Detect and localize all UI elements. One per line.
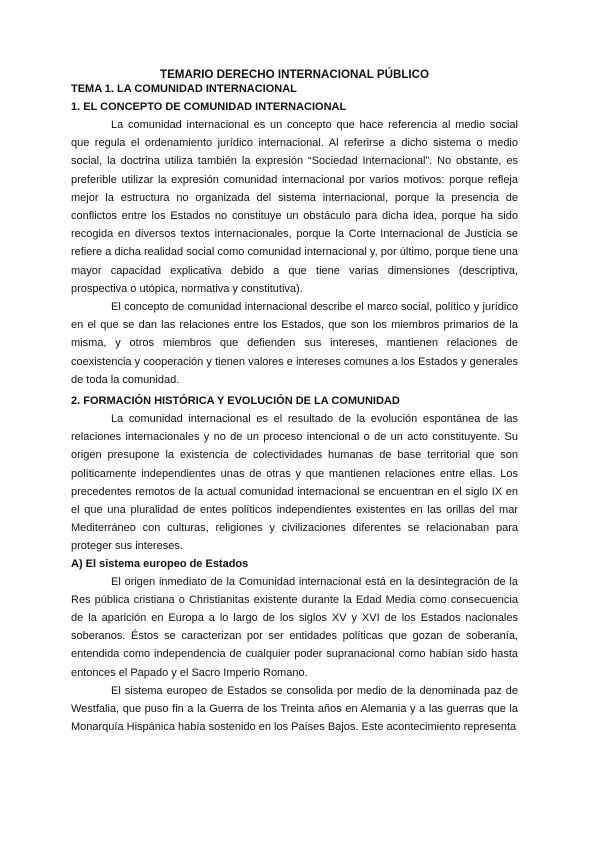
paragraph: La comunidad internacional es un concepto que hace referencia al medio social que regula el ordenamiento jurídico internacional. Al referirse a dicho sistema o medio social, la doctrina utiliza también la expresión “Sociedad Internacional”. No obstante, es preferible utilizar la expresión comunidad internacional por varios motivos: porque refleja mejor la estructura no organizada del sistema internacional, porque la presencia de conflictos entre los Estados no constituye un obstáculo para dicha idea, porque ha sido recogida en diversos textos internacionales, porque la Corte Internacional de Justicia se refiere a dicha realidad social como comunidad internacional y, por último, porque tiene una mayor capacidad explicativa debido a que tiene varias dimensiones (descriptiva, prospectiva o utópica, normativa y constitutiva). [71,119,518,295]
theme-title: TEMA 1. LA COMUNIDAD INTERNACIONAL [71,83,297,95]
subsection-heading-european-system: A) El sistema europeo de Estados [71,557,249,570]
paragraph: El sistema europeo de Estados se consolida por medio de la denominada paz de Westfalia, que puso fin a la Guerra de los Treinta años en Alemania y a las guerras que la Monarquía Hispánica había sostenido en los Países Bajos. Este acontecimiento representa [71,684,518,734]
document-title: TEMARIO DERECHO INTERNACIONAL PÚBLICO [159,68,430,81]
section-heading-formation: 2. FORMACIÓN HISTÓRICA Y EVOLUCIÓN DE LA COMUNIDAD [71,395,400,408]
paragraph: La comunidad internacional es el resultado de la evolución espontánea de las relaciones internacionales y no de un proceso intencional o de un acto constituyente. Su origen presupone la existencia de colectividades humanas de base territorial que son políticamente independientes unas de otras y que mantienen relaciones entre ellas. Los precedentes remotos de la actual comunidad internacional se encuentran en el siglo IX en el que una pluralidad de entes políticos independientes existentes en las orillas del mar Mediterráneo con culturas, religiones y civilizaciones diferentes se relacionaban para proteger sus intereses. [71,413,518,553]
paragraph: El origen inmediato de la Comunidad internacional está en la desintegración de la Res pública cristiana o Christianitas existente durante la Edad Media como consecuencia de la aparición en Europa a lo largo de los siglos XV y XVI de los Estados nacionales soberanos. Éstos se caracterizan por ser entidades políticas que gozan de soberanía, entendida como independencia de cualquier poder supranacional como habían sido hasta entonces el Papado y el Sacro Imperio Romano. [71,575,518,679]
paragraph: El concepto de comunidad internacional describe el marco social, político y jurídico en el que se dan las relaciones entre los Estados, que son los miembros primarios de la misma, y otros miembros que defienden sus intereses, mantienen relaciones de coexistencia y cooperación y tienen valores e intereses comunes a los Estados y generales de toda la comunidad. [71,301,518,386]
section-heading-concept: 1. EL CONCEPTO DE COMUNIDAD INTERNACIONAL [71,101,347,113]
